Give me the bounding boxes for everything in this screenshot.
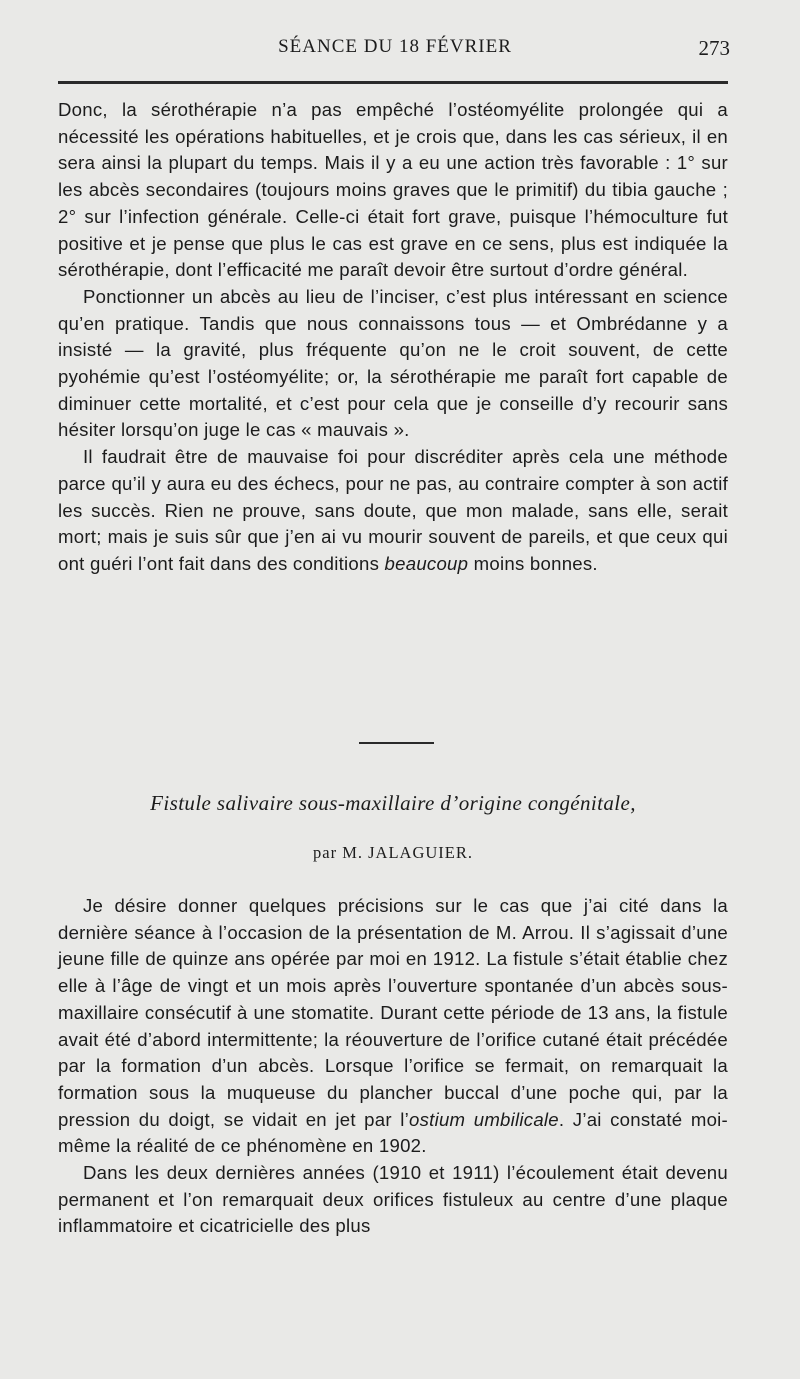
section-separator [359, 742, 434, 744]
emphasis: ostium umbilicale [409, 1108, 559, 1130]
paragraph-text: Je désire donner quelques précisions sur le cas que j’ai cité dans la dernière séance à l’occasion de la présentation de M. Arrou. Il s’agissait d’une jeune fille de quinze ans opérée par moi en 1912. La fistule s’était établie chez elle à l’âge de vingt et un mois après l’ouverture spontanée d’un abcès sous-maxillaire consécutif à une stomatite. Durant cette période de 13 ans, la fistule avait été d’abord intermittente; la réouverture de l’orifice cutané était précédée par la formation d’un abcès. Lorsque l’orifice se fermait, on remarquait la formation sous la muqueuse du plancher buccal d’une poche qui, par la pression du doigt, se vidait en jet par l’ [58, 895, 728, 1130]
header-rule [58, 81, 728, 84]
paragraph: Ponctionner un abcès au lieu de l’inciser, c’est plus intéressant en science qu’en pratique. Tandis que nous connaissons tous — et Ombrédanne y a insisté — la gravité, plus fréquente qu’on ne le croit souvent, de cette pyohémie qu’est l’ostéomyélite; or, la sérothérapie me paraît fort capable de diminuer cette mortalité, et c’est pour cela que je conseille d’y recourir sans hésiter lorsqu’on juge le cas « mauvais ». [58, 285, 728, 441]
page-number: 273 [698, 36, 730, 60]
paragraph-text: Il faudrait être de mauvaise foi pour discréditer après cela une méthode parce qu’il y aura eu des échecs, pour ne pas, au contraire compter à son actif les succès. Rien ne prouve, sans doute, que mon malade, sans elle, serait mort; mais je suis sûr que j’en ai vu mourir souvent de pareils, et que ceux qui ont guéri l’ont fait dans des conditions [58, 446, 728, 574]
paragraph-text: . J’ai constaté moi-même la réalité de ce phénomène en 1902. [58, 1108, 728, 1157]
emphasis: beaucoup [384, 552, 469, 574]
paragraph [58, 893, 728, 1160]
article-body [58, 893, 728, 1240]
running-head [60, 36, 730, 62]
paragraph [58, 444, 728, 578]
article-author: par M. JALAGUIER. [313, 843, 473, 862]
continued-text [58, 97, 728, 578]
paragraph: Donc, la sérothérapie n’a pas empêché l’ostéomyélite prolongée qui a nécessité les opérations habituelles, et je crois que, dans les cas sérieux, il en sera ainsi la plupart du temps. Mais il y a eu une action très favorable : 1° sur les abcès secondaires (toujours moins graves que le primitif) du tibia gauche ; 2° sur l’infection générale. Celle-ci était fort grave, puisque l’hémoculture fut positive et je pense que plus le cas est grave en ce sens, plus est indiquée la sérothérapie, dont l’efficacité me paraît devoir être surtout d’ordre général. [58, 99, 728, 281]
paragraph-text: moins bonnes. [468, 552, 598, 574]
article-title: Fistule salivaire sous-maxillaire d’origine congénitale, [150, 791, 636, 815]
paragraph: Dans les deux dernières années (1910 et 1911) l’écoulement était devenu permanent et l’on remarquait deux orifices fistuleux au centre d’une plaque inflammatoire et cicatricielle des plus [58, 1162, 728, 1237]
running-title: SÉANCE DU 18 FÉVRIER [278, 36, 512, 57]
